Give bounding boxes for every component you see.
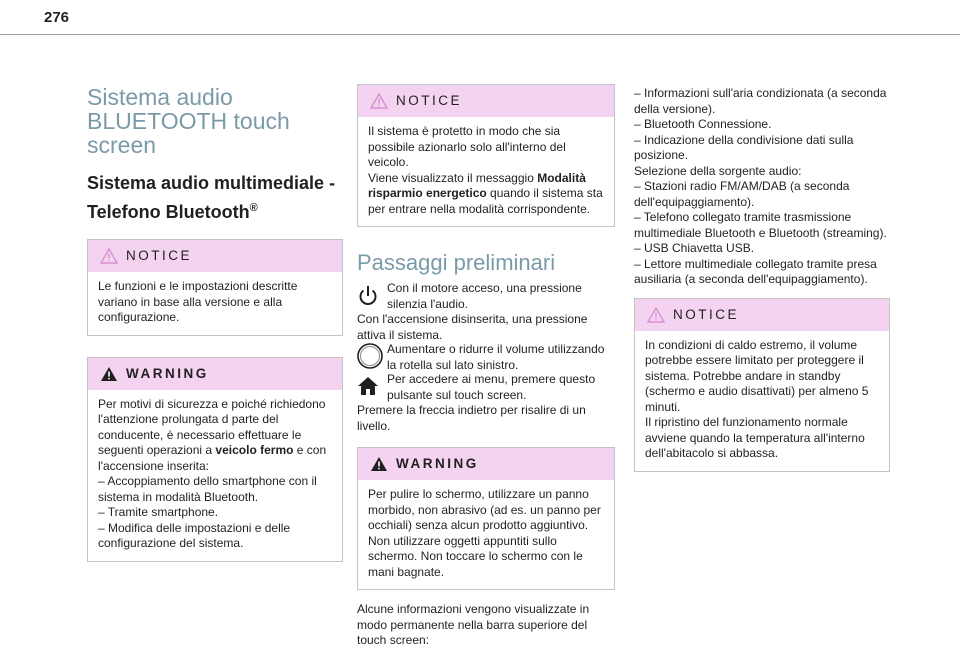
- list-item: – Telefono collegato tramite trasmissione multimediale Bluetooth e Bluetooth (streaming).: [634, 210, 887, 240]
- notice-text-part: quando il sistema sta per entrare nella modalità corrispondente.: [368, 186, 603, 216]
- warning-triangle-icon: [370, 456, 388, 472]
- list-item: – Informazioni sull'aria condizionata (a seconda della versione).: [634, 86, 887, 116]
- power-step: [357, 283, 615, 312]
- volume-step-text: Aumentare o ridurre il volume utilizzando la rotella sul lato sinistro.: [387, 342, 605, 372]
- list-item: – Indicazione della condivisione dati sulla posizione.: [634, 132, 854, 162]
- home-step: [357, 373, 615, 403]
- home-icon: [357, 375, 379, 397]
- chapter-title: [87, 85, 343, 157]
- section-title: Passaggi preliminari: [357, 250, 556, 275]
- notice-header: [358, 85, 614, 117]
- notice-warning-triangle-icon: [647, 307, 665, 323]
- page-number: 276: [44, 9, 70, 26]
- notice-text-part: Viene visualizzato il messaggio: [368, 170, 538, 185]
- top-bar-info-intro: Alcune informazioni vengono visualizzate in modo permanente nella barra superiore del touch screen:: [357, 602, 590, 647]
- list-item: – USB Chiavetta USB.: [634, 241, 755, 255]
- column-1: [87, 75, 343, 562]
- notice-warning-triangle-icon: [370, 93, 388, 109]
- home-button-wrap: [357, 373, 387, 399]
- notice-text: In condizioni di caldo estremo, il volume potrebbe essere limitato per proteggere il sistema. Potrebbe andare in standby (schermo e audio disattivati) per almeno 5 minuti.: [645, 337, 869, 414]
- notice-body: [635, 331, 889, 471]
- power-step-text: Con il motore acceso, una pressione silenzia l'audio.: [387, 281, 582, 311]
- list-item: – Lettore multimediale collegato tramite presa ausiliaria (a seconda dell'equipaggiamento).: [634, 256, 877, 286]
- warning-box: [357, 447, 615, 590]
- notice-body: [358, 117, 614, 226]
- notice-box: [87, 239, 343, 336]
- column-2: [357, 84, 615, 649]
- warning-header: [358, 448, 614, 480]
- warning-body: [88, 390, 342, 561]
- registered-mark: ®: [249, 202, 258, 214]
- warning-label: WARNING: [396, 456, 479, 472]
- warning-triangle-icon: [100, 366, 118, 382]
- warning-list-item: – Tramite smartphone.: [98, 505, 219, 519]
- list-item: – Bluetooth Connessione.: [634, 117, 772, 131]
- warning-text: Per pulire lo schermo, utilizzare un panno morbido, non abrasivo (ad es. un panno per occhiali) senza alcun prodotto aggiuntivo. Non utilizzare oggetti appuntiti sullo schermo. Non toccare lo schermo con le mani bagnate.: [368, 487, 601, 579]
- power-icon: [357, 285, 379, 307]
- home-step-text: Per accedere ai menu, premere questo pulsante sul touch screen.: [387, 372, 596, 402]
- notice-label: NOTICE: [396, 93, 463, 109]
- warning-text: [98, 397, 332, 475]
- top-bar-info-list: [634, 86, 890, 288]
- notice-text-bold: Modalità risparmio energetico: [368, 170, 586, 200]
- notice-header: [635, 299, 889, 331]
- column-3: [634, 86, 890, 472]
- chapter-title-line-3: screen: [87, 132, 157, 158]
- section-subtitle: [87, 171, 343, 225]
- notice-box: [634, 298, 890, 472]
- warning-header: [88, 358, 342, 390]
- preliminary-steps: [357, 283, 615, 434]
- notice-text: [368, 171, 604, 218]
- list-item: – Stazioni radio FM/AM/DAB (a seconda dell'equipaggiamento).: [634, 179, 850, 209]
- volume-wheel-wrap: [357, 343, 387, 369]
- notice-text: Il sistema è protetto in modo che sia possibile azionarlo solo all'interno del veicolo.: [368, 124, 566, 169]
- warning-box: [87, 357, 343, 562]
- list-item: Selezione della sorgente audio:: [634, 163, 802, 178]
- power-button-wrap: [357, 283, 387, 309]
- warning-list-item: – Modifica delle impostazioni e delle configurazione del sistema.: [98, 520, 291, 550]
- top-divider: [0, 34, 960, 35]
- notice-box: [357, 84, 615, 227]
- notice-text: Il ripristino del funzionamento normale avviene quando la temperatura all'interno dell'abitacolo si abbassa.: [645, 415, 865, 460]
- back-step-text: Premere la freccia indietro per risalire di un livello.: [357, 403, 586, 433]
- volume-step: [357, 343, 615, 373]
- notice-body: [88, 272, 342, 335]
- notice-text: Le funzioni e le impostazioni descritte variano in base alla versione e alla configurazione.: [98, 279, 298, 324]
- volume-wheel-icon: [357, 343, 383, 369]
- subtitle-text: Sistema audio multimediale - Telefono Bluetooth: [87, 173, 336, 222]
- warning-text-part: e con l'accensione inserita:: [98, 443, 327, 473]
- chapter-title-line-1: Sistema audio: [87, 84, 233, 110]
- warning-list-item: – Accoppiamento dello smartphone con il sistema in modalità Bluetooth.: [98, 474, 317, 504]
- chapter-title-line-2: BLUETOOTH touch: [87, 108, 290, 134]
- notice-label: NOTICE: [673, 306, 740, 322]
- warning-body: [358, 480, 614, 589]
- power-step-text-2: Con l'accensione disinserita, una pressione attiva il sistema.: [357, 312, 588, 342]
- notice-warning-triangle-icon: [100, 248, 118, 264]
- warning-label: WARNING: [126, 365, 209, 381]
- warning-text-bold: veicolo fermo: [215, 443, 294, 457]
- notice-header: [88, 240, 342, 272]
- notice-label: NOTICE: [126, 248, 193, 264]
- warning-text-part: Per motivi di sicurezza e poiché richiedono l'attenzione prolungata d parte del conducente, è necessario effettuare le seguenti operazioni a: [98, 396, 326, 457]
